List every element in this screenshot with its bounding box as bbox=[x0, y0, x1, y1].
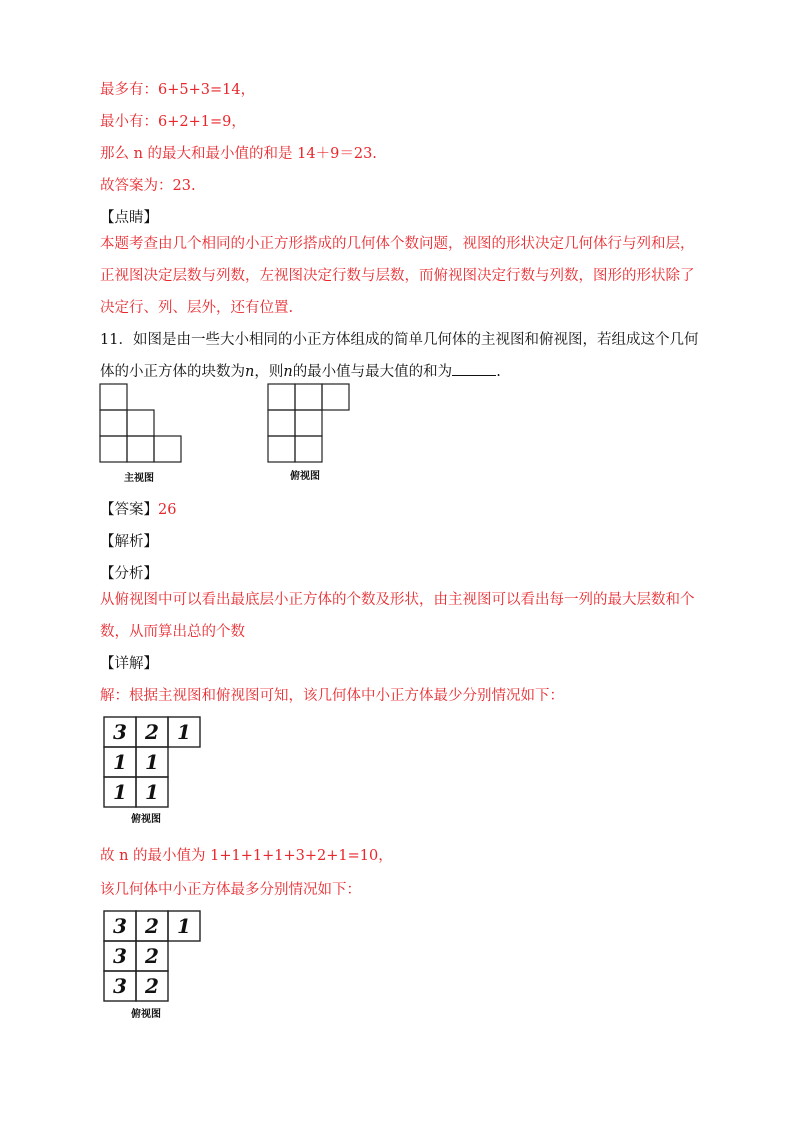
answer-line: 故答案为：23. bbox=[100, 178, 196, 194]
front-view-figure bbox=[100, 384, 190, 464]
min-grid-caption: 俯视图 bbox=[131, 814, 161, 825]
min-grid-cell-value: 3 bbox=[113, 720, 127, 744]
var-n: n bbox=[245, 364, 255, 380]
fenxi-heading: 【分析】 bbox=[100, 566, 158, 582]
max-grid-caption: 俯视图 bbox=[131, 1009, 161, 1020]
dianjing-heading: 【点睛】 bbox=[100, 210, 158, 226]
top-view-caption: 俯视图 bbox=[290, 471, 320, 482]
question-end: . bbox=[496, 364, 501, 380]
question-11 bbox=[100, 324, 705, 388]
min-grid-cell-value: 1 bbox=[113, 750, 127, 774]
top-view-svg bbox=[268, 384, 358, 464]
question-text-1: 如图是由一些大小相同的小正方体组成的简单几何体的主视图和俯视图，若组成这个几何体的小正方体的块数为 bbox=[100, 332, 699, 380]
fenxi-text: 从俯视图中可以看出最底层小正方体的个数及形状，由主视图可以看出每一列的最大层数和个数，从而算出总的个数 bbox=[100, 592, 695, 640]
min-result: 故 n 的最小值为 1+1+1+1+3+2+1=10， bbox=[100, 848, 393, 864]
min-grid-cell-value: 1 bbox=[113, 780, 127, 804]
max-grid-svg bbox=[103, 910, 213, 1010]
max-grid-figure bbox=[103, 910, 213, 1010]
max-grid-cell-value: 1 bbox=[177, 914, 191, 938]
max-grid-cell-value: 2 bbox=[145, 974, 159, 998]
question-number: 11． bbox=[100, 332, 133, 348]
min-grid-svg bbox=[103, 716, 213, 816]
sum-line: 那么 n 的最大和最小值的和是 14＋9＝23. bbox=[100, 146, 377, 162]
detail-heading: 【详解】 bbox=[100, 656, 158, 672]
min-grid-cell-value: 2 bbox=[145, 720, 159, 744]
var-n-2: n bbox=[283, 364, 293, 380]
answer-heading: 【答案】 bbox=[100, 502, 158, 518]
front-view-caption: 主视图 bbox=[124, 473, 154, 484]
min-count-line: 最小有：6+2+1=9， bbox=[100, 114, 246, 130]
answer-value: 26 bbox=[158, 502, 177, 518]
question-text-2: ，则 bbox=[254, 364, 284, 380]
min-grid-figure bbox=[103, 716, 213, 816]
front-view-svg bbox=[100, 384, 190, 464]
answer-block bbox=[100, 500, 176, 520]
max-grid-cell-value: 2 bbox=[145, 944, 159, 968]
max-grid-cell-value: 3 bbox=[113, 914, 127, 938]
max-count-line: 最多有：6+5+3=14， bbox=[100, 82, 256, 98]
max-intro: 该几何体中小正方体最多分别情况如下： bbox=[100, 882, 361, 898]
top-view-figure bbox=[268, 384, 358, 464]
max-grid-cell-value: 2 bbox=[145, 914, 159, 938]
min-grid-cell-value: 1 bbox=[177, 720, 191, 744]
answer-blank bbox=[452, 361, 496, 376]
detail-intro: 解：根据主视图和俯视图可知，该几何体中小正方体最少分别情况如下： bbox=[100, 688, 564, 704]
min-grid-cell-value: 1 bbox=[145, 780, 159, 804]
max-grid-cell-value: 3 bbox=[113, 944, 127, 968]
question-text-3: 的最小值与最大值的和为 bbox=[292, 364, 453, 380]
analysis-heading: 【解析】 bbox=[100, 534, 158, 550]
max-grid-cell-value: 3 bbox=[113, 974, 127, 998]
min-grid-cell-value: 1 bbox=[145, 750, 159, 774]
dianjing-text: 本题考查由几个相同的小正方形搭成的几何体个数问题，视图的形状决定几何体行与列和层，正视图决定层数与列数，左视图决定行数与层数，而俯视图决定行数与列数，图形的形状除了决定行、列、层外，还有位置. bbox=[100, 236, 695, 316]
